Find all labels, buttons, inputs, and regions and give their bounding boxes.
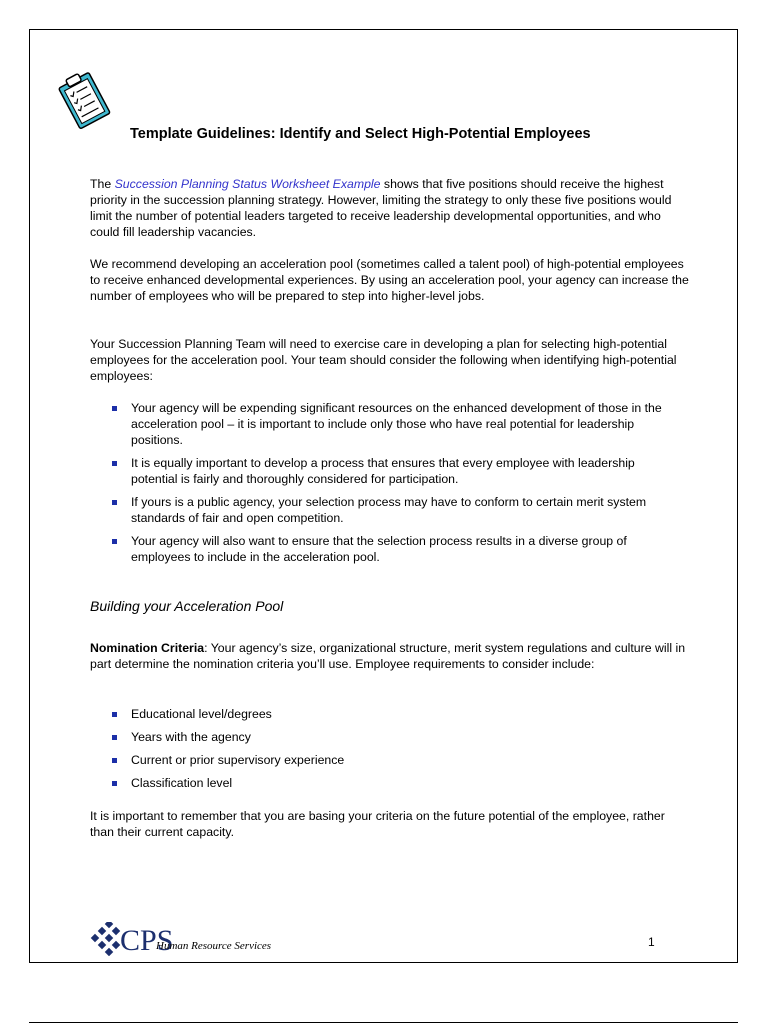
bullet-icon [112, 758, 117, 763]
considerations-list [112, 400, 682, 572]
list-item [112, 752, 682, 768]
page-title: Template Guidelines: Identify and Select High-Potential Employees [130, 126, 591, 142]
criteria-label: Nomination Criteria [90, 641, 205, 655]
bullet-icon [112, 500, 117, 505]
worksheet-link[interactable]: Succession Planning Status Worksheet Example [114, 177, 381, 191]
bottom-rule [29, 1022, 738, 1023]
list-item [112, 706, 682, 722]
list-item-text: Classification level [131, 776, 233, 790]
list-item-text: Years with the agency [131, 730, 251, 744]
list-item [112, 533, 682, 565]
list-item [112, 455, 682, 487]
logo-mark: CPS [120, 924, 174, 956]
criteria-paragraph [90, 640, 690, 672]
list-item [112, 729, 682, 745]
requirements-list [112, 706, 682, 798]
clipboard-icon [56, 70, 112, 130]
list-item [112, 494, 682, 526]
intro-rest: shows that five positions should receive the highest priority in the succession planning strategy. However, limiting the strategy to only these five positions would limit the number of potential leaders targeted to receive leadership developmental opportunities, and who could fill leadership vacancies. [90, 177, 672, 239]
bullet-icon [112, 406, 117, 411]
bullet-icon [112, 781, 117, 786]
list-item-text: Educational level/degrees [131, 707, 272, 721]
list-item-text: Your agency will be expending significant resources on the enhanced development of those in the acceleration pool – it is important to include only those who have real potential for leadership positions. [131, 401, 662, 447]
list-item [112, 775, 682, 791]
bullet-icon [112, 461, 117, 466]
intro-paragraph [90, 176, 690, 240]
intro-prefix: The [90, 177, 115, 191]
criteria-text: : Your agency’s size, organizational structure, merit system regulations and culture will in part determine the nomination criteria you’ll use. Employee requirements to consider include: [90, 641, 686, 671]
list-item-text: It is equally important to develop a process that ensures that every employee with leadership potential is fairly and thoroughly considered for participation. [131, 456, 635, 486]
page-number: 1 [648, 935, 655, 949]
closing-paragraph: It is important to remember that you are basing your criteria on the future potential of the employee, rather than their current capacity. [90, 809, 665, 839]
bullet-icon [112, 735, 117, 740]
logo-caption: Human Resource Services [156, 940, 272, 952]
list-item-text: If yours is a public agency, your selection process may have to conform to certain merit system standards of fair and open competition. [131, 495, 647, 525]
bullet-icon [112, 712, 117, 717]
pool-paragraph: We recommend developing an acceleration pool (sometimes called a talent pool) of high-potential employees to receive enhanced developmental experiences. By using an acceleration pool, your agency can increase the number of employees who will be prepared to step into higher-level jobs. [90, 257, 689, 303]
team-paragraph: Your Succession Planning Team will need to exercise care in developing a plan for selecting high-potential employees for the acceleration pool. Your team should consider the following when identifying high-potential employees: [90, 337, 677, 383]
section-heading: Building your Acceleration Pool [90, 598, 284, 614]
bullet-icon [112, 539, 117, 544]
list-item-text: Your agency will also want to ensure that the selection process results in a diverse group of employees to include in the acceleration pool. [131, 534, 627, 564]
list-item [112, 400, 682, 448]
list-item-text: Current or prior supervisory experience [131, 753, 345, 767]
